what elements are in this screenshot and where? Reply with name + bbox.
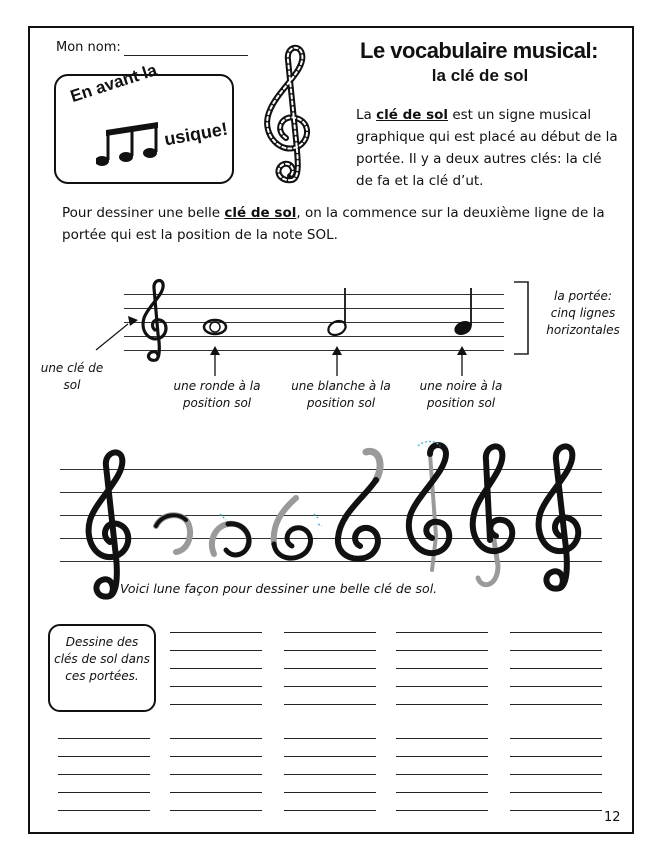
quarter-note-icon: [452, 286, 478, 340]
clef-pointer-line: [94, 322, 134, 352]
logo-text-top: En avant la: [68, 60, 160, 107]
intro-paragraph-2: Pour dessiner une belle clé de sol, on la commence sur la deuxième ligne de la portée qui est la position de la note SOL.: [62, 205, 605, 243]
half-note-label: une blanche à la position sol: [291, 379, 391, 410]
music-notes-icon: [96, 120, 176, 170]
arrow-up-icon: [455, 346, 469, 376]
exercise-instruction: Dessine des clés de sol dans ces portées.: [54, 635, 150, 683]
name-label: Mon nom:: [56, 40, 121, 55]
half-note-icon: [326, 286, 352, 340]
exercise-instruction-box: [48, 624, 156, 712]
page-subtitle: la clé de sol: [431, 66, 529, 85]
intro-paragraph-1: La clé de sol est un signe musical graphique qui est placé au début de la portée. Il y a deux autres clés: la clé de fa et la clé d’ut.: [356, 107, 618, 189]
step-clef-3: [266, 494, 326, 568]
treble-clef-icon: [138, 276, 172, 366]
step-clef-7: [528, 440, 590, 600]
name-input-line[interactable]: [124, 55, 248, 56]
step-clef-5: [396, 440, 462, 580]
arrow-up-icon: [208, 346, 222, 376]
steps-caption: Voici lune façon pour dessiner une belle clé de sol.: [120, 581, 438, 596]
step-clef-4: [330, 446, 390, 570]
step-clef-1: [148, 506, 198, 566]
treble-clef-illustration: [248, 40, 328, 190]
whole-note-label: une ronde à la position sol: [173, 379, 261, 410]
arrow-up-icon: [330, 346, 344, 376]
step-clef-6: [464, 440, 526, 600]
quarter-note-label: une noire à la position sol: [419, 379, 503, 410]
clef-label: une clé de sol: [40, 361, 104, 392]
whole-note-icon: [200, 318, 230, 338]
logo-box: [54, 60, 234, 184]
page-title: Le vocabulaire musical:: [360, 38, 598, 63]
staff-label: la portée: cinq lignes horizontales: [546, 289, 620, 337]
logo-text-bottom: usique!: [162, 118, 230, 150]
page-number: 12: [604, 810, 621, 825]
staff-bracket: [500, 280, 534, 356]
step-clef-2: [206, 500, 262, 566]
